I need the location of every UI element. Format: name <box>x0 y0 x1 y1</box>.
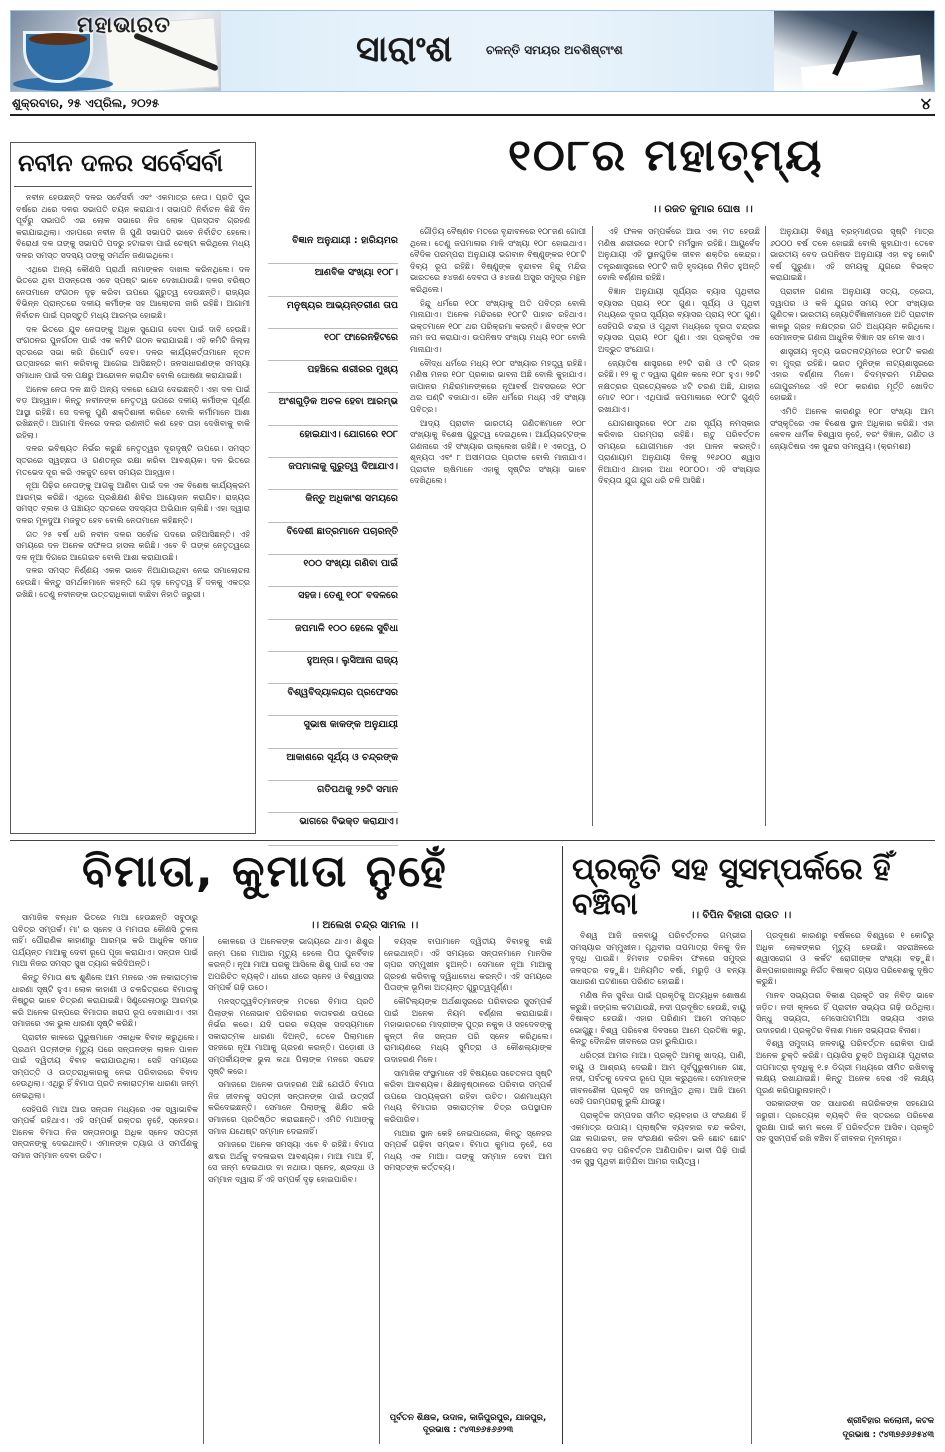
index-item: ବିଜ୍ଞାନ ଅନୁଯାୟୀ : ହାରିୟମର <box>268 232 398 264</box>
paragraph: ମଣିଷ ନିଜ ସୁବିଧା ପାଇଁ ପ୍ରକୃତିକୁ ଅତ୍ୟଧିକ ଶୋଷଣ କରୁଛି। ଜଙ୍ଗଲ କଟାଯାଉଛି, ନଦୀ ପ୍ରଦୂଷିତ ହେଉଛି, ବାୟୁ ବିଷାକ୍ତ ହେଉଛି। ଏହାର ପରିଣାମ ଆମେ ସମସ୍ତେ ଭୋଗୁଛୁ। ବିଶ୍ୱ ପରିବେଶ ଦିବସରେ ଆମେ ପ୍ରତିଜ୍ଞା କରୁ, କିନ୍ତୁ ଦୈନନ୍ଦିନ ଜୀବନରେ ତାହା ଭୁଲିଯାଉ। <box>570 990 746 1047</box>
column-divider <box>751 930 752 1444</box>
article-bimata-column-3 <box>384 936 552 1406</box>
index-item: ଅଂଶଗୁଡ଼ିକ ଅଚଳ ହେବା ଆରମ୍ଭ <box>268 393 398 425</box>
paragraph: ପ୍ରାଚୀନ କାଳରେ ପୁରୁଷମାନେ ଏକାଧିକ ବିବାହ କରୁଥିଲେ। ପ୍ରଥମ ପତ୍ନୀଙ୍କ ମୃତ୍ୟୁ ପରେ ସନ୍ତାନଙ୍କ ଲାଳନ ପାଳନ ପାଇଁ ଦ୍ୱିତୀୟ ବିବାହ କରାଯାଉଥିଲା। ସେହି ସମୟରେ ସମ୍ପତ୍ତି ଓ ଉତ୍ତରାଧିକାରକୁ ନେଇ ପରିବାରରେ ବିବାଦ ହେଉଥିଲା। ଏଥିରୁ ହିଁ ବିମାତା ପ୍ରତି ନକାରାତ୍ମକ ଧାରଣା ଜନ୍ମ ନେଇଥିଲା। <box>12 1032 198 1100</box>
paragraph: ନବୀନ ହେଉଛନ୍ତି ଦଳର ସର୍ବେସର୍ବା ଏବଂ ଏକମାତ୍ର ନେତା। ପ୍ରତି ପୁର ବର୍ଷରେ ଥରେ ଦଳର ସଭାପତି ଚୟନ କରାଯାଏ। ସଭାପତି ନିର୍ବାଚନ କିଛି ଦିନ ପୂର୍ବରୁ ସଭାପତି ଏଇ ଲୋକ ସଭାରେ ନିଜ ଲୋକ ପ୍ରସ୍ତାବ ଗ୍ରହଣ କରାଯାଇଥିଲା। ଏହାପରେ ନବୀନ ଜି ପୁଣି ସଭାପତି ଭାବେ ନିର୍ବାଚିତ ହେଲେ। ବିରୋଧୀ ଦଳ ତାଙ୍କୁ ସଭାପତି ପଦରୁ ହଟାଇବା ପାଇଁ ଚେଷ୍ଟା କରିଥିଲେ ମଧ୍ୟ ଦଳର ସମସ୍ତ ସଦସ୍ୟ ତାଙ୍କୁ ସମର୍ଥନ ଜଣାଇଥିଲେ। <box>16 193 250 260</box>
paragraph: ସାମାଜିକ ବନ୍ଧନ ଭିତରେ ମାଆ ହେଉଛନ୍ତି ସବୁଠାରୁ ପବିତ୍ର ସମ୍ପର୍କ। ମା' ର ସ୍ନେହ ଓ ମମତାର କୌଣସି ତୁଳନା ନାହିଁ। ପୌରାଣିକ କାହାଣୀରୁ ଆରମ୍ଭ କରି ଆଧୁନିକ ସମାଜ ପର୍ଯ୍ୟନ୍ତ ମାଆକୁ ଦେବୀ ରୂପେ ପୂଜା କରାଯାଏ। ସନ୍ତାନ ପାଇଁ ମାଆ ନିଜର ସମସ୍ତ ସୁଖ ତ୍ୟାଗ କରିଦିଅନ୍ତି। <box>12 913 198 969</box>
paragraph: ସମାଜରେ ଅନେକ ଉଦାହରଣ ଅଛି ଯେଉଁଠି ବିମାତା ନିଜ ଜୀବନକୁ ସପତ୍ନୀ ସନ୍ତାନଙ୍କ ପାଇଁ ଉତ୍ସର୍ଗ କରିଦେଇଛନ୍ତି। ସେମାନେ ପିଲାଙ୍କୁ ଶିକ୍ଷିତ କରି ସମାଜରେ ପ୍ରତିଷ୍ଠିତ କରାଇଛନ୍ତି। ଏମିତି ମାଆଙ୍କୁ ସମାଜ ଯଥେଷ୍ଟ ସମ୍ମାନ ଦେଇନାହିଁ। <box>208 1080 374 1136</box>
paragraph: ଜ୍ୟୋତିଷ ଶାସ୍ତ୍ରରେ ୧୨ଟି ରାଶି ଓ ୯ଟି ଗ୍ରହ ରହିଛି। ୧୨ କୁ ୯ ଦ୍ୱାରା ଗୁଣନ କଲେ ୧୦୮ ହୁଏ। ୨୭ଟି ନକ୍ଷତ୍ରର ପ୍ରତ୍ୟେକରେ ୪ଟି ଚରଣ ଅଛି, ଯାହାର ମୋଟ ୧୦୮। ଏଥିପାଇଁ ଜପମାଳାରେ ୧୦୮ଟି ଗୁଣ୍ଡି ରଖାଯାଏ। <box>598 358 760 414</box>
paragraph: ମାନବ ସଭ୍ୟତାର ବିକାଶ ପ୍ରକୃତି ସହ ନିବିଡ଼ ଭାବେ ଜଡ଼ିତ। ନଦୀ କୂଳରେ ହିଁ ପ୍ରାଚୀନ ସଭ୍ୟତା ଗଢ଼ି ଉଠିଥିଲା। ସିନ୍ଧୁ ସଭ୍ୟତା, ମେସୋପଟାମିଆ ସଭ୍ୟତା ଏହାର ଉଦାହରଣ। ପ୍ରକୃତିର ବିନାଶ ମାନେ ସଭ୍ୟତାର ବିନାଶ। <box>756 990 934 1035</box>
index-item: ସହଜ। ତେଣୁ ୧୦୮ ବଦଳରେ <box>268 587 398 619</box>
article-108-column-2 <box>598 226 760 826</box>
article-prakruti-column-1 <box>570 930 746 1444</box>
index-item: ବିଦେଶୀ ଛାତ୍ରମାନେ ପଚାରନ୍ତି <box>268 523 398 555</box>
article-prakruti-headline: ପ୍ରକୃତି ସହ ସୁସମ୍ପର୍କରେ ହିଁ ବଞ୍ଚିବା <box>572 852 891 922</box>
article-bimata-headline: ବିମାତା, କୁମାତା ନୁହେଁ <box>82 846 448 897</box>
paragraph: ପ୍ରଦୂଷଣ କାରଣରୁ ବର୍ଷକରେ ବିଶ୍ୱରେ ୧ କୋଟିରୁ ଅଧିକ ଲୋକଙ୍କର ମୃତ୍ୟୁ ହେଉଛି। ସହରାଞ୍ଚଳରେ ଶ୍ୱାସରୋଗ ଓ କର୍କଟ ରୋଗୀଙ୍କ ସଂଖ୍ୟା ବଢ଼ୁଛି। ଶିଳ୍ପକାରଖାନାରୁ ନିର୍ଗତ ବିଷାକ୍ତ ଗ୍ୟାସ ପରିବେଶକୁ ଦୂଷିତ କରୁଛି। <box>756 931 934 987</box>
paragraph: ଅନେକ ନେତା ଦଳ ଛାଡ଼ି ଅନ୍ୟ ଦଳରେ ଯୋଗ ଦେଇଛନ୍ତି। ଏହା ଦଳ ପାଇଁ ବଡ଼ ଆହ୍ୱାନ। କିନ୍ତୁ ନବୀନଙ୍କ ନେତୃତ୍ୱ ଉପରେ ଦଳୀୟ କର୍ମୀଙ୍କ ପୂର୍ଣ୍ଣ ଆସ୍ଥା ରହିଛି। ସେ ଦଳକୁ ପୁଣି ଶକ୍ତିଶାଳୀ କରିବେ ବୋଲି କର୍ମୀମାନେ ଆଶା ରଖିଛନ୍ତି। ଆଗାମୀ ଦିନରେ ଦଳର ରଣନୀତି କଣ ହେବ ତାହା ଦେଖିବାକୁ ବାକି ରହିଲା। <box>16 384 250 440</box>
paragraph: ଅନୁଯାୟୀ ବିଶ୍ୱ ବ୍ରହ୍ମାଣ୍ଡର ସୃଷ୍ଟି ମାତ୍ର ୬୦୦୦ ବର୍ଷ ତଳେ ହୋଇଛି ବୋଲି କୁହାଯାଏ। ତେବେ ଭାରତୀୟ ବେଦ ଉପନିଷଦ ଅନୁଯାୟୀ ଏହା ବହୁ କୋଟି ବର୍ଷ ପୁରୁଣା। ଏହି ସମୟକୁ ଯୁଗରେ ବିଭକ୍ତ କରାଯାଇଛି। <box>770 227 934 283</box>
paragraph: ପ୍ରାଚୀନ ଗଣନା ଅନୁଯାୟୀ ସତ୍ୟ, ତ୍ରେତା, ଦ୍ୱାପର ଓ କଳି ଯୁଗର ସମୟ ୧୦୮ ସଂଖ୍ୟାର ଗୁଣିତକ। ଭାରତୀୟ ଜ୍ୟୋତିର୍ବିଜ୍ଞାନୀମାନେ ଅତି ପ୍ରାଚୀନ କାଳରୁ ଗ୍ରହ ନକ୍ଷତ୍ରର ଗତି ଅଧ୍ୟୟନ କରିଥିଲେ। ସେମାନଙ୍କ ଗଣନା ଆଧୁନିକ ବିଜ୍ଞାନ ସହ ମେଳ ଖାଏ। <box>770 286 934 343</box>
writing-hand-photo <box>774 11 934 92</box>
newspaper-brand: ମହାଭାରତ <box>77 13 171 38</box>
article-108-column-1 <box>410 226 586 826</box>
paragraph: ଯୋଗଶାସ୍ତ୍ରରେ ୧୦୮ ଥର ସୂର୍ଯ୍ୟ ନମସ୍କାର କରିବାର ପରମ୍ପରା ରହିଛି। ଋତୁ ପରିବର୍ତ୍ତନ ସମୟରେ ଯୋଗୀମାନେ ଏହା ପାଳନ କରନ୍ତି। ପ୍ରାଣାୟାମ ଅନୁଯାୟୀ ଦିନକୁ ୨୧୬୦୦ ଶ୍ୱାସ ନିଆଯାଏ ଯାହାର ଅଧା ୧୦୮୦୦। ଏହି ସଂଖ୍ୟାର ଦିବ୍ୟତା ଯୁଗ ଯୁଗ ଧରି ଚଳି ଆସିଛି। <box>598 418 760 486</box>
index-item: ପହଞ୍ଚିଲେ ଶରୀରର ମୁଖ୍ୟ <box>268 361 398 393</box>
index-item: ଆକାଶରେ ସୂର୍ଯ୍ୟ ଓ ଚନ୍ଦ୍ରଙ୍କ <box>268 749 398 781</box>
article-prakruti-signature-phone: ଦୂରଭାଷ : ୯୪୩୭୬୬୬୫୪୩ <box>842 1430 934 1440</box>
index-item: ଜପମାଳାକୁ ଗୁରୁତ୍ୱ ଦିଆଯାଏ। <box>268 458 398 490</box>
index-item: ସୁଭାଷ କାକଙ୍କ ଅନୁଯାୟୀ <box>268 716 398 748</box>
index-item: ବିଶ୍ୱବିଦ୍ୟାଳୟର ପ୍ରଫେସର <box>268 684 398 716</box>
section-divider <box>10 840 935 841</box>
paragraph: ଏଥିରେ ଅନ୍ୟ କୌଣସି ପ୍ରାର୍ଥୀ ନାମାଙ୍କନ ଦାଖଲ କରିନଥିଲେ। ଦଳ ଭିତରେ ଥିବା ଅସନ୍ତୋଷ ଏବେ ସ୍ପଷ୍ଟ ଭାବେ ଦେଖାଯାଉଛି। ଦଳର ବରିଷ୍ଠ ନେତାମାନେ ସଂଗଠନ ଦୃଢ଼ କରିବା ଉପରେ ଗୁରୁତ୍ୱ ଦେଉଛନ୍ତି। ରାଜ୍ୟର ବିଭିନ୍ନ ପ୍ରାନ୍ତରେ ଦଳୀୟ କର୍ମୀଙ୍କ ସହ ଆଲୋଚନା ଜାରି ରହିଛି। ଆଗାମୀ ନିର୍ବାଚନ ପାଇଁ ପ୍ରସ୍ତୁତି ମଧ୍ୟ ଆରମ୍ଭ ହୋଇଛି। <box>16 264 250 320</box>
paragraph: ମନସ୍ତତ୍ତ୍ୱବିତ୍‌ମାନଙ୍କ ମତରେ ବିମାତା ପ୍ରତି ପିଲାଙ୍କ ମନୋଭାବ ପରିବାରର ବାତାବରଣ ଉପରେ ନିର୍ଭର କରେ। ଯଦି ଘରର ବୟସ୍କ ସଦସ୍ୟମାନେ ସକାରାତ୍ମକ ଧାରଣା ଦିଅନ୍ତି, ତେବେ ପିଲାମାନେ ସହଜରେ ନୂଆ ମାଆକୁ ଗ୍ରହଣ କରନ୍ତି। ପଡ଼ୋଶୀ ଓ ସମ୍ପର୍କୀୟଙ୍କ ଭୁଲ କଥା ପିଲାଙ୍କ ମନରେ ସନ୍ଦେହ ସୃଷ୍ଟି କରେ। <box>208 996 374 1076</box>
section-title: ସାରାଂଶ <box>356 29 453 70</box>
article-bimata-column-2 <box>208 936 374 1444</box>
paragraph: ବିଶ୍ୱ ଆଜି ଜଳବାୟୁ ପରିବର୍ତ୍ତନର ଗମ୍ଭୀର ସମସ୍ୟାର ସମ୍ମୁଖୀନ। ପୃଥିବୀର ତାପମାତ୍ରା ଦିନକୁ ଦିନ ବୃଦ୍ଧି ପାଉଛି। ହିମବାହ ତରଳିବା ଫଳରେ ସମୁଦ୍ର ଜଳସ୍ତର ବଢ଼ୁଛି। ଅନିୟମିତ ବର୍ଷା, ମରୁଡ଼ି ଓ ବନ୍ୟା ସାଧାରଣ ଘଟଣାରେ ପରିଣତ ହୋଇଛି। <box>570 931 746 987</box>
page-number: ୪ <box>920 94 931 113</box>
article-bimata-column-1 <box>12 912 198 1444</box>
article-bimata-byline: ।। ଅଲେଖ ଚନ୍ଦ୍ର ସାମଲ ।। <box>310 920 419 931</box>
paragraph: କିନ୍ତୁ ବିମାତା ଶବ୍ଦ ଶୁଣିଲେ ଆମ ମନରେ ଏକ ନକାରାତ୍ମକ ଧାରଣା ସୃଷ୍ଟି ହୁଏ। ଲୋକ କାହାଣୀ ଓ ଚଳଚ୍ଚିତ୍ରରେ ବିମାତାକୁ ନିଷ୍ଠୁର ଭାବେ ଚିତ୍ରଣ କରାଯାଇଛି। ସିଣ୍ଡ୍ରେଲାଠାରୁ ଆରମ୍ଭ କରି ଅନେକ ଗଳ୍ପରେ ବିମାତାର ଖରାପ ରୂପ ଦେଖାଯାଏ। ଏହା ସମାଜରେ ଏକ ଭୁଲ ଧାରଣା ସୃଷ୍ଟି କରିଛି। <box>12 972 198 1029</box>
index-item: ଗତିପଥକୁ ୨୭ଟି ସମାନ <box>268 781 398 813</box>
header-divider <box>10 114 935 116</box>
paragraph: ସାମାଜିକ ସଂସ୍ଥାମାନେ ଏହି ବିଷୟରେ ସଚେତନତା ସୃଷ୍ଟି କରିବା ଆବଶ୍ୟକ। ଶିକ୍ଷାନୁଷ୍ଠାନରେ ପରିବାର ସମ୍ପର୍କ ଉପରେ ପାଠ୍ୟକ୍ରମ ରହିବା ଉଚିତ। ଗଣମାଧ୍ୟମ ମଧ୍ୟ ବିମାତାର ସକାରାତ୍ମକ ଚିତ୍ର ଉପସ୍ଥାପନ କରିପାରିବ। <box>384 1068 552 1124</box>
column-divider <box>203 936 204 1444</box>
article-108-column-3 <box>770 226 934 826</box>
masthead <box>10 10 935 92</box>
article-naveen-body <box>16 192 250 828</box>
article-naveen-headline: ନବୀନ ଦଳର ସର୍ବେସର୍ବା <box>18 149 223 177</box>
column-divider <box>379 936 380 1444</box>
paragraph: ସେହିପରି ମାଆ ଆଉ ସନ୍ତାନ ମଧ୍ୟରେ ଏକ ସ୍ୱାଭାବିକ ସମ୍ପର୍କ ରହିଥାଏ। ଏହି ସମ୍ପର୍କ ରକ୍ତର ନୁହେଁ, ସ୍ନେହର। ଅନେକ ବିମାତା ନିଜ ସନ୍ତାନଠାରୁ ଅଧିକ ସ୍ନେହ ସପତ୍ନୀ ସନ୍ତାନଙ୍କୁ ଦେଇଥାନ୍ତି। ଏମାନଙ୍କ ତ୍ୟାଗ ଓ ସମର୍ପଣକୁ ସମାଜ ସମ୍ମାନ ଦେବା ଉଚିତ। <box>12 1104 198 1160</box>
paragraph: ଦଳର ଭବିଷ୍ୟତ ନିର୍ଭର କରୁଛି ନେତୃତ୍ୱର ଦୂରଦୃଷ୍ଟି ଉପରେ। ସମସ୍ତ ସ୍ତରରେ ସ୍ୱଚ୍ଛତା ଓ ଗଣତନ୍ତ୍ର ରକ୍ଷା କରିବା ଆବଶ୍ୟକ। ଦଳ ଭିତରେ ମତଭେଦ ଦୂର କରି ଏକଜୁଟ ହେବା ସମୟର ଆହ୍ୱାନ। <box>16 444 250 477</box>
paragraph: ସରକାରଙ୍କ ସହ ସାଧାରଣ ନାଗରିକଙ୍କ ସହଯୋଗ ଜରୁରୀ। ପ୍ରତ୍ୟେକ ବ୍ୟକ୍ତି ନିଜ ସ୍ତରରେ ପରିବେଶ ସୁରକ୍ଷା ପାଇଁ କାମ କଲେ ହିଁ ପରିବର୍ତ୍ତନ ଆସିବ। ପ୍ରକୃତି ସହ ସୁସମ୍ପର୍କ ରଖି ବଞ୍ଚିବା ହିଁ ଜୀବନର ମୂଳମନ୍ତ୍ର। <box>756 1099 934 1144</box>
section-subtitle: ଚଳନ୍ତି ସମୟର ଅବଶିଷ୍ଟାଂଶ <box>486 43 623 57</box>
dateline: ଶୁକ୍ରବାର, ୨୫ ଏପ୍ରିଲ, ୨୦୨୫ <box>12 96 160 110</box>
paragraph: ଦଳ ଭିତରେ ଯୁବ ନେତାଙ୍କୁ ଅଧିକ ସୁଯୋଗ ଦେବା ପାଇଁ ଦାବି ହେଉଛି। ସଂଗଠନର ପୁନର୍ଗଠନ ପାଇଁ ଏକ କମିଟି ଗଠନ କରାଯାଇଛି। ଏହି କମିଟି ଜିଲ୍ଲା ସ୍ତରରେ ସଭା କରି ରିପୋର୍ଟ ଦେବ। ଦଳର କାର୍ଯ୍ୟକର୍ତ୍ତାମାନେ ନୂତନ ଉତ୍ସାହରେ କାମ କରିବାକୁ ଆଗେଇ ଆସିଛନ୍ତି। ଜନସାଧାରଣଙ୍କ ସମସ୍ୟା ସମାଧାନ ପାଇଁ ଦଳ ପକ୍ଷରୁ ଆନ୍ଦୋଳନ କରାଯିବ ବୋଲି ଘୋଷଣା କରାଯାଇଛି। <box>16 324 250 380</box>
paragraph: ଶାସ୍ତ୍ରୀୟ ନୃତ୍ୟ ଭରତନାଟ୍ୟମରେ ୧୦୮ଟି କରଣ ବା ମୁଦ୍ରା ରହିଛି। ଭରତ ମୁନିଙ୍କ ନାଟ୍ୟଶାସ୍ତ୍ରରେ ଏହାର ବର୍ଣ୍ଣନା ମିଳେ। ଚିଦମ୍ବରମ ମନ୍ଦିରର ଗୋପୁରମରେ ଏହି ୧୦୮ କରଣର ମୂର୍ତ୍ତି ଖୋଦିତ ହୋଇଛି। <box>770 346 934 403</box>
column-divider <box>592 226 593 826</box>
article-prakruti-column-2 <box>756 930 934 1410</box>
headline-divider <box>14 186 252 187</box>
paragraph: ବୟସ୍କ ବାପାମାନେ ଦ୍ୱିତୀୟ ବିବାହକୁ ବାଛି ନେଇଥାନ୍ତି। ଏହି ସମୟରେ ସନ୍ତାନମାନେ ମାନସିକ ଚାପର ସମ୍ମୁଖୀନ ହୁଅନ୍ତି। ସେମାନେ ନୂଆ ମାଆକୁ ଗ୍ରହଣ କରିବାକୁ ଦ୍ୱିଧାବୋଧ କରନ୍ତି। ଏହି ସମୟରେ ପିତାଙ୍କ ଭୂମିକା ଅତ୍ୟନ୍ତ ଗୁରୁତ୍ୱପୂର୍ଣ୍ଣ। <box>384 937 552 993</box>
paragraph: ଗୌଡ଼ିୟ ବୈଷ୍ଣବ ମତରେ ବୃନ୍ଦାବନରେ ୧୦୮ଜଣ ଗୋପୀ ଥିଲେ। ତେଣୁ ଜପମାଳାର ମାଳି ସଂଖ୍ୟା ୧୦୮ ହୋଇଥାଏ। ବୈଦିକ ପରମ୍ପରା ଅନୁଯାୟୀ ଭଗବାନ ବିଷ୍ଣୁଙ୍କର ୧୦୮ଟି ଦିବ୍ୟ ରୂପ ରହିଛି। ବିଷ୍ଣୁଙ୍କ ବୃନ୍ଦାବନ ହିନ୍ଦୁ ମନ୍ଦିର ଭାରତରେ ୫୪ଜଣ ଦେବତା ଓ ୫୪ଜଣ ଅସୁର ସମୁଦ୍ର ମନ୍ଥନ କରିଥିଲେ। <box>410 227 586 294</box>
index-item: ହୋଇଯାଏ। ଯୋଗରେ ୧୦୮ <box>268 426 398 458</box>
paragraph: ଏହି ଫଳକ ସମ୍ପର୍କରେ ଆଉ ଏକ ମତ ହେଉଛି ମଣିଷ ଶରୀରରେ ୧୦୮ଟି ମର୍ମସ୍ଥାନ ରହିଛି। ଆୟୁର୍ବେଦ ଅନୁଯାୟୀ ଏହି ସ୍ଥାନଗୁଡ଼ିକ ଜୀବନ ଶକ୍ତିର କେନ୍ଦ୍ର। ତନ୍ତ୍ରଶାସ୍ତ୍ରରେ ୧୦୮ଟି ନାଡ଼ି ହୃଦୟରେ ମିଳିତ ହୁଅନ୍ତି ବୋଲି ବର୍ଣ୍ଣନା ରହିଛି। <box>598 227 760 283</box>
paragraph: ପ୍ରାକୃତିକ ସମ୍ପଦର ସୀମିତ ବ୍ୟବହାର ଓ ସଂରକ୍ଷଣ ହିଁ ଏକମାତ୍ର ଉପାୟ। ପ୍ଲାଷ୍ଟିକ ବ୍ୟବହାର ବନ୍ଦ କରିବା, ଗଛ ଲଗାଇବା, ଜଳ ସଂରକ୍ଷଣ କରିବା ଭଳି ଛୋଟ ଛୋଟ ପଦକ୍ଷେପ ବଡ଼ ପରିବର୍ତ୍ତନ ଆଣିପାରିବ। ଭାବୀ ପିଢ଼ି ପାଇଁ ଏକ ସୁସ୍ଥ ପୃଥିବୀ ଛାଡ଼ିଯିବା ଆମର ଦାୟିତ୍ୱ। <box>570 1110 746 1167</box>
article-108-headline: ୧୦୮ର ମହାତ୍ମ୍ୟ <box>508 130 824 181</box>
paragraph: ସମାଜରେ ଅନେକ ସମସ୍ୟା ଏବେ ବି ରହିଛି। ବିମାତା ଶବ୍ଦର ଅର୍ଥକୁ ବଦଳାଇବା ଆବଶ୍ୟକ। ମାଆ ମାଆ ହିଁ, ସେ ଜନ୍ମ ଦେଇଥାଉ ବା ନଥାଉ। ସ୍ନେହ, ଶ୍ରଦ୍ଧା ଓ ସମ୍ମାନ ଦ୍ୱାରା ହିଁ ଏହି ସମ୍ପର୍କ ଦୃଢ଼ ହୋଇପାରିବ। <box>208 1140 374 1184</box>
index-item: ମନୁଷ୍ୟର ଆଭ୍ୟନ୍ତରୀଣ ତାପ <box>268 297 398 329</box>
paragraph: ଧରିତ୍ରୀ ଆମର ମାଆ। ପ୍ରକୃତି ଆମକୁ ଖାଦ୍ୟ, ପାଣି, ବାୟୁ ଓ ଆଶ୍ରୟ ଦେଇଛି। ଆମ ପୂର୍ବପୁରୁଷମାନେ ଗଛ, ନଦୀ, ପର୍ବତକୁ ଦେବତା ରୂପେ ପୂଜା କରୁଥିଲେ। ସେମାନଙ୍କ ଜୀବନଶୈଳୀ ପ୍ରକୃତି ସହ ସମନ୍ୱିତ ଥିଲା। ଆଜି ଆମେ ସେହି ପରମ୍ପରାକୁ ଭୁଲି ଯାଉଛୁ। <box>570 1050 746 1107</box>
article-divider <box>562 846 563 1444</box>
paragraph: ଏମିତି ଅନେକ କାରଣରୁ ୧୦୮ ସଂଖ୍ୟା ଆମ ସଂସ୍କୃତିରେ ଏକ ବିଶେଷ ସ୍ଥାନ ଅଧିକାର କରିଛି। ଏହା କେବଳ ଧାର୍ମିକ ବିଶ୍ୱାସ ନୁହେଁ, ବରଂ ବିଜ୍ଞାନ, ଗଣିତ ଓ ଜ୍ୟୋତିଷର ଏକ ସୁନ୍ଦର ସମନ୍ୱୟ। (କ୍ରମଶଃ) <box>770 406 934 451</box>
index-item: କିନ୍ତୁ ଅଧିକାଂଶ ସମୟରେ <box>268 490 398 522</box>
paragraph: ନୂଆ ପିଢ଼ିର ନେତାଙ୍କୁ ଆଗକୁ ଆଣିବା ପାଇଁ ଦଳ ଏକ ବିଶେଷ କାର୍ଯ୍ୟକ୍ରମ ଆରମ୍ଭ କରିଛି। ଏଥିରେ ପ୍ରଶିକ୍ଷଣ ଶିବିର ଆୟୋଜନ କରାଯିବ। ରାଜ୍ୟର ସମସ୍ତ ବ୍ଲକ ଓ ପଞ୍ଚାୟତ ସ୍ତରରେ ସଦସ୍ୟତା ଅଭିଯାନ ଚାଲିଛି। ଏହା ଦ୍ୱାରା ଦଳର ମୂଳଦୁଆ ମଜବୁତ ହେବ ବୋଲି ନେତାମାନେ କହିଛନ୍ତି। <box>16 481 250 526</box>
paragraph: କୋଳରେ ଓ ଅନେକଙ୍କ ଭାଗ୍ୟରେ ଥାଏ। ଶିଶୁର ଜନ୍ମ ପରେ ମାଆର ମୃତ୍ୟୁ ହେଲେ ପିତା ପୁନର୍ବିବାହ କରନ୍ତି। ନୂଆ ମାଆ ଘରକୁ ଆସିଲେ ଶିଶୁ ପାଇଁ ସେ ଏକ ଅପରିଚିତ ବ୍ୟକ୍ତି। ଧୀରେ ଧୀରେ ସ୍ନେହ ଓ ବିଶ୍ୱାସର ସମ୍ପର୍କ ଗଢ଼ି ଉଠେ। <box>208 937 374 993</box>
index-item: ୧୦୦ ସଂଖ୍ୟା ଗଣିବା ପାଇଁ <box>268 555 398 587</box>
index-item: ଭାଗରେ ବିଭକ୍ତ କରାଯାଏ। <box>268 813 398 845</box>
article-prakruti-signature-name: ଶ୍ରୀବିହାର କଲୋନୀ, କଟକ <box>846 1416 934 1426</box>
paragraph: ଆଦ୍ୟ ପ୍ରାଚୀନ ଭାରତୀୟ ଗଣିତଜ୍ଞମାନେ ୧୦୮ ସଂଖ୍ୟାକୁ ବିଶେଷ ଗୁରୁତ୍ୱ ଦେଇଥିଲେ। ଆର୍ଯ୍ୟଭଟ୍ଟଙ୍କ ଗଣନାରେ ଏହି ସଂଖ୍ୟାର ଉଲ୍ଲେଖ ରହିଛି। ୧ ଏକତ୍ୱ, ୦ ଶୂନ୍ୟତା ଏବଂ ୮ ଅସୀମତାର ପ୍ରତୀକ ବୋଲି ମାନାଯାଏ। ପ୍ରାଚୀନ ଋଷିମାନେ ଏହାକୁ ସୃଷ୍ଟିର ସଂଖ୍ୟା ଭାବେ ଦେଖିଥିଲେ। <box>410 418 586 486</box>
article-108-byline: ।। ରଜତ କୁମାର ଘୋଷ ।। <box>652 204 753 215</box>
column-divider <box>765 226 766 826</box>
paragraph: ବିଜ୍ଞାନ ଅନୁଯାୟୀ ସୂର୍ଯ୍ୟର ବ୍ୟାସ ପୃଥିବୀର ବ୍ୟାସର ପ୍ରାୟ ୧୦୮ ଗୁଣ। ସୂର୍ଯ୍ୟ ଓ ପୃଥିବୀ ମଧ୍ୟରେ ଦୂରତା ସୂର୍ଯ୍ୟର ବ୍ୟାସର ପ୍ରାୟ ୧୦୮ ଗୁଣ। ସେହିପରି ଚନ୍ଦ୍ର ଓ ପୃଥିବୀ ମଧ୍ୟରେ ଦୂରତା ଚନ୍ଦ୍ରର ବ୍ୟାସର ପ୍ରାୟ ୧୦୮ ଗୁଣ। ଏହା ପ୍ରକୃତିର ଏକ ଅଦ୍ଭୁତ ସଂଯୋଗ। <box>598 286 760 354</box>
paper-graphic <box>801 55 923 92</box>
article-bimata-signature: ପୂର୍ବତନ ଶିକ୍ଷକ, ଉଦାଳ, କାଜିପୁରପୁର, ଯାଜପୁର, ଦୂରଭାଷ : ୯୪୩୭୬୫୬୬୨୩ <box>389 1413 547 1435</box>
paragraph: ମାଆର ସ୍ଥାନ କେହି ନେଇପାରେନା, କିନ୍ତୁ ସ୍ନେହର ସମ୍ପର୍କ ଗଢ଼ିବା ସମ୍ଭବ। ବିମାତା କୁମାତା ନୁହେଁ, ସେ ମଧ୍ୟ ଏକ ମାଆ। ତାଙ୍କୁ ସମ୍ମାନ ଦେବା ଆମ ସମସ୍ତଙ୍କ କର୍ତ୍ତବ୍ୟ। <box>384 1128 552 1173</box>
index-item: ଜପମାଳି ୧୦୦ ହେଲେ ସୁବିଧା <box>268 620 398 652</box>
paragraph: ବୌଦ୍ଧ ଧର୍ମରେ ମଧ୍ୟ ୧୦୮ ସଂଖ୍ୟାର ମହତ୍ତ୍ୱ ରହିଛି। ମଣିଷ ମନର ୧୦୮ ପ୍ରକାର ଭାବନା ଅଛି ବୋଲି କୁହାଯାଏ। ଜାପାନର ମନ୍ଦିରମାନଙ୍କରେ ନୂଆବର୍ଷ ଅବସରରେ ୧୦୮ ଥର ଘଣ୍ଟି ବଜାଯାଏ। ଜୈନ ଧର୍ମରେ ମଧ୍ୟ ଏହି ସଂଖ୍ୟା ପବିତ୍ର। <box>410 358 586 414</box>
paragraph: ଦଳର ସମସ୍ତ ନିର୍ଣ୍ଣୟ ଏକକ ଭାବେ ନିଆଯାଉଥିବା ନେଇ ସମାଲୋଚନା ହେଉଛି। କିନ୍ତୁ ସମର୍ଥକମାନେ କହନ୍ତି ଯେ ଦୃଢ଼ ନେତୃତ୍ୱ ହିଁ ଦଳକୁ ଏକତ୍ର ରଖିଛି। ତେଣୁ ନବୀନଙ୍କ ଉତ୍ତରାଧିକାରୀ ବାଛିବା ନିହାତି ଜରୁରୀ। <box>16 566 250 599</box>
facts-index-list <box>268 232 398 846</box>
index-item: ୧୦୮ ଫାରେନହିଟରେ <box>268 329 398 361</box>
paragraph: ଗତ ୨୫ ବର୍ଷ ଧରି ନବୀନ ଦଳର ସର୍ବୋଚ୍ଚ ପଦରେ ରହିଆସିଛନ୍ତି। ଏହି ସମୟରେ ଦଳ ଅନେକ ସଫଳତା ହାସଲ କରିଛି। ଏବେ ବି ତାଙ୍କ ନେତୃତ୍ୱରେ ଦଳ ନୂଆ ଦିଗରେ ଆଗେଇବ ବୋଲି ଆଶା କରାଯାଉଛି। <box>16 529 250 562</box>
paragraph: ହିନ୍ଦୁ ଧର୍ମରେ ୧୦୮ ସଂଖ୍ୟାକୁ ଅତି ପବିତ୍ର ବୋଲି ମାନାଯାଏ। ଅନେକ ମନ୍ଦିରରେ ୧୦୮ଟି ପାହାଚ ରହିଥାଏ। ଭକ୍ତମାନେ ୧୦୮ ଥର ପରିକ୍ରମା କରନ୍ତି। ଶିବଙ୍କ ୧୦୮ ନାମ ଜପ କରାଯାଏ। ଉପନିଷଦ ସଂଖ୍ୟା ମଧ୍ୟ ୧୦୮ ବୋଲି ମାନାଯାଏ। <box>410 298 586 354</box>
paragraph: ବିଶ୍ୱ ସମୁଦାୟ ଜଳବାୟୁ ପରିବର୍ତ୍ତନ ରୋକିବା ପାଇଁ ଅନେକ ଚୁକ୍ତି କରିଛି। ପ୍ୟାରିସ ଚୁକ୍ତି ଅନୁଯାୟୀ ପୃଥିବୀର ତାପମାତ୍ରା ବୃଦ୍ଧିକୁ ୧.୫ ଡିଗ୍ରୀ ମଧ୍ୟରେ ସୀମିତ ରଖିବାକୁ ଲକ୍ଷ୍ୟ ରଖାଯାଇଛି। କିନ୍ତୁ ଅନେକ ଦେଶ ଏହି ଲକ୍ଷ୍ୟ ପୂରଣ କରିପାରୁନାହାନ୍ତି। <box>756 1039 934 1095</box>
index-item: ଆଣବିକ ସଂଖ୍ୟା ୧୦୮। <box>268 264 398 296</box>
paragraph: କୌଟିଲ୍ୟଙ୍କ ଅର୍ଥଶାସ୍ତ୍ରରେ ପରିବାରର ସୁସମ୍ପର୍କ ପାଇଁ ଅନେକ ନିୟମ ବର୍ଣ୍ଣନା କରାଯାଇଛି। ମହାଭାରତରେ ମାଦ୍ରୀଙ୍କ ପୁତ୍ର ନକୁଳ ଓ ସହଦେବଙ୍କୁ କୁନ୍ତୀ ନିଜ ସନ୍ତାନ ପରି ସ୍ନେହ କରିଥିଲେ। ରାମାୟଣରେ ମଧ୍ୟ ସୁମିତ୍ରା ଓ କୌଶଲ୍ୟାଙ୍କ ଉଦାହରଣ ମିଳେ। <box>384 996 552 1064</box>
article-prakruti-byline: ।। ବିପିନ ବିହାରୀ ରାଉତ ।। <box>690 910 792 921</box>
index-item: ହୁଅନ୍ତା। ଲୁସିଆନା ରାଜ୍ୟ <box>268 652 398 684</box>
